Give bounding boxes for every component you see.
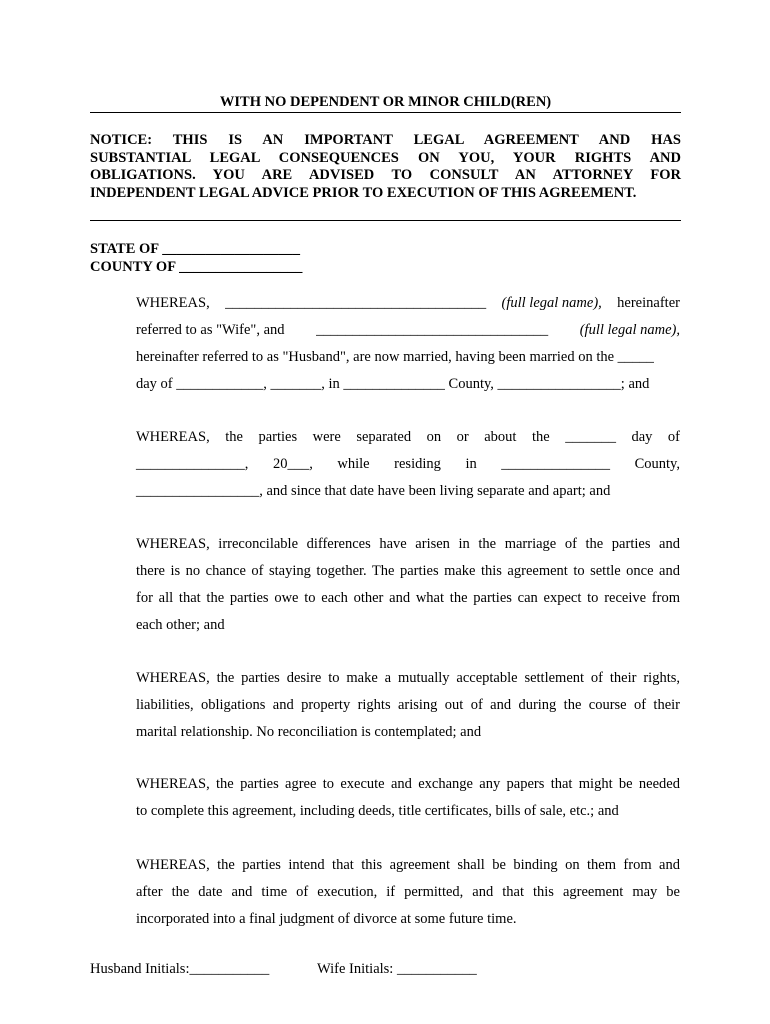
text-span: _______________,	[136, 456, 249, 472]
text-line: WHEREAS, irreconcilable differences have arisen in the marriage of the parties and	[136, 536, 680, 552]
text-span: the	[225, 429, 243, 445]
text-line: hereinafter referred to as "Husband", are now married, having been married on the _____	[136, 349, 654, 365]
text-line: there is no chance of staying together. The parties make this agreement to settle once and	[136, 563, 680, 579]
text-span: (full legal name),	[579, 322, 680, 338]
whereas-paragraph-differences	[136, 531, 680, 639]
text-span: County,	[634, 456, 680, 472]
venue-block	[90, 241, 490, 276]
text-span: residing	[394, 456, 441, 472]
text-span: or	[456, 429, 469, 445]
whereas-paragraph-marriage	[136, 290, 680, 398]
whereas-paragraph-settlement	[136, 665, 680, 746]
text-line: marital relationship. No reconciliation is contemplated; and	[136, 724, 482, 740]
text-span: in	[465, 456, 477, 472]
notice-line: OBLIGATIONS. YOU ARE ADVISED TO CONSULT AN ATTORNEY FOR	[90, 167, 681, 184]
text-line: after the date and time of execution, if permitted, and that this agreement may be	[136, 884, 680, 900]
notice-rule	[90, 220, 681, 221]
notice-line: NOTICE: THIS IS AN IMPORTANT LEGAL AGREEMENT AND HAS	[90, 132, 681, 148]
text-line: to complete this agreement, including deeds, title certificates, bills of sale, etc.; and	[136, 803, 619, 819]
notice-line: SUBSTANTIAL LEGAL CONSEQUENCES ON YOU, YOUR RIGHTS AND	[90, 149, 681, 166]
text-span: on	[426, 429, 442, 445]
text-line: WHEREAS, the parties intend that this agreement shall be binding on them from and	[136, 857, 680, 873]
county-field: COUNTY OF _________________	[90, 258, 303, 275]
whereas-paragraph-papers	[136, 771, 680, 825]
whereas-paragraph-separation	[136, 424, 680, 505]
text-line: WHEREAS, the parties agree to execute and exchange any papers that might be needed	[136, 776, 680, 792]
text-span: about	[484, 429, 517, 445]
state-field: STATE OF ___________________	[90, 241, 300, 257]
document-title: WITH NO DEPENDENT OR MINOR CHILD(REN)	[219, 94, 552, 110]
text-span: referred to as "Wife", and	[136, 322, 285, 338]
text-line: WHEREAS, the parties desire to make a mutually acceptable settlement of their rights,	[136, 670, 680, 686]
text-line: _________________, and since that date have been living separate and apart; and	[136, 483, 611, 499]
wife-initials: Wife Initials: ___________	[317, 961, 477, 977]
text-span: hereinafter	[617, 295, 680, 311]
text-span: day	[631, 429, 653, 445]
legal-notice	[90, 132, 681, 202]
wife-name-blank: ____________________________________	[225, 295, 487, 311]
text-span: parties	[258, 429, 298, 445]
text-span: 20___,	[272, 456, 313, 472]
husband-initials: Husband Initials:___________	[90, 961, 270, 977]
title-rule	[90, 112, 681, 113]
notice-line: INDEPENDENT LEGAL ADVICE PRIOR TO EXECUTION OF THIS AGREEMENT.	[90, 184, 637, 201]
text-span: were	[312, 429, 341, 445]
husband-name-blank: ________________________________	[316, 322, 549, 338]
text-span: the	[531, 429, 550, 445]
text-line: day of ____________, _______, in ______________ County, _________________; and	[136, 376, 650, 392]
text-span: separated	[356, 429, 412, 445]
text-span: _______	[565, 429, 616, 445]
text-line: incorporated into a final judgment of divorce at some future time.	[136, 911, 517, 927]
whereas-paragraph-binding	[136, 852, 680, 933]
text-line: each other; and	[136, 617, 225, 633]
text-span: WHEREAS,	[136, 429, 210, 445]
text-span: while	[337, 456, 370, 472]
text-line: for all that the parties owe to each other and what the parties can expect to receive from	[136, 590, 680, 606]
text-span: of	[667, 429, 680, 445]
initials-footer	[90, 959, 681, 979]
text-span: _______________	[501, 456, 611, 472]
text-span: (full legal name),	[501, 295, 602, 311]
text-span: WHEREAS,	[136, 295, 210, 311]
text-line: liabilities, obligations and property rights arising out of and during the course of their	[136, 697, 680, 713]
